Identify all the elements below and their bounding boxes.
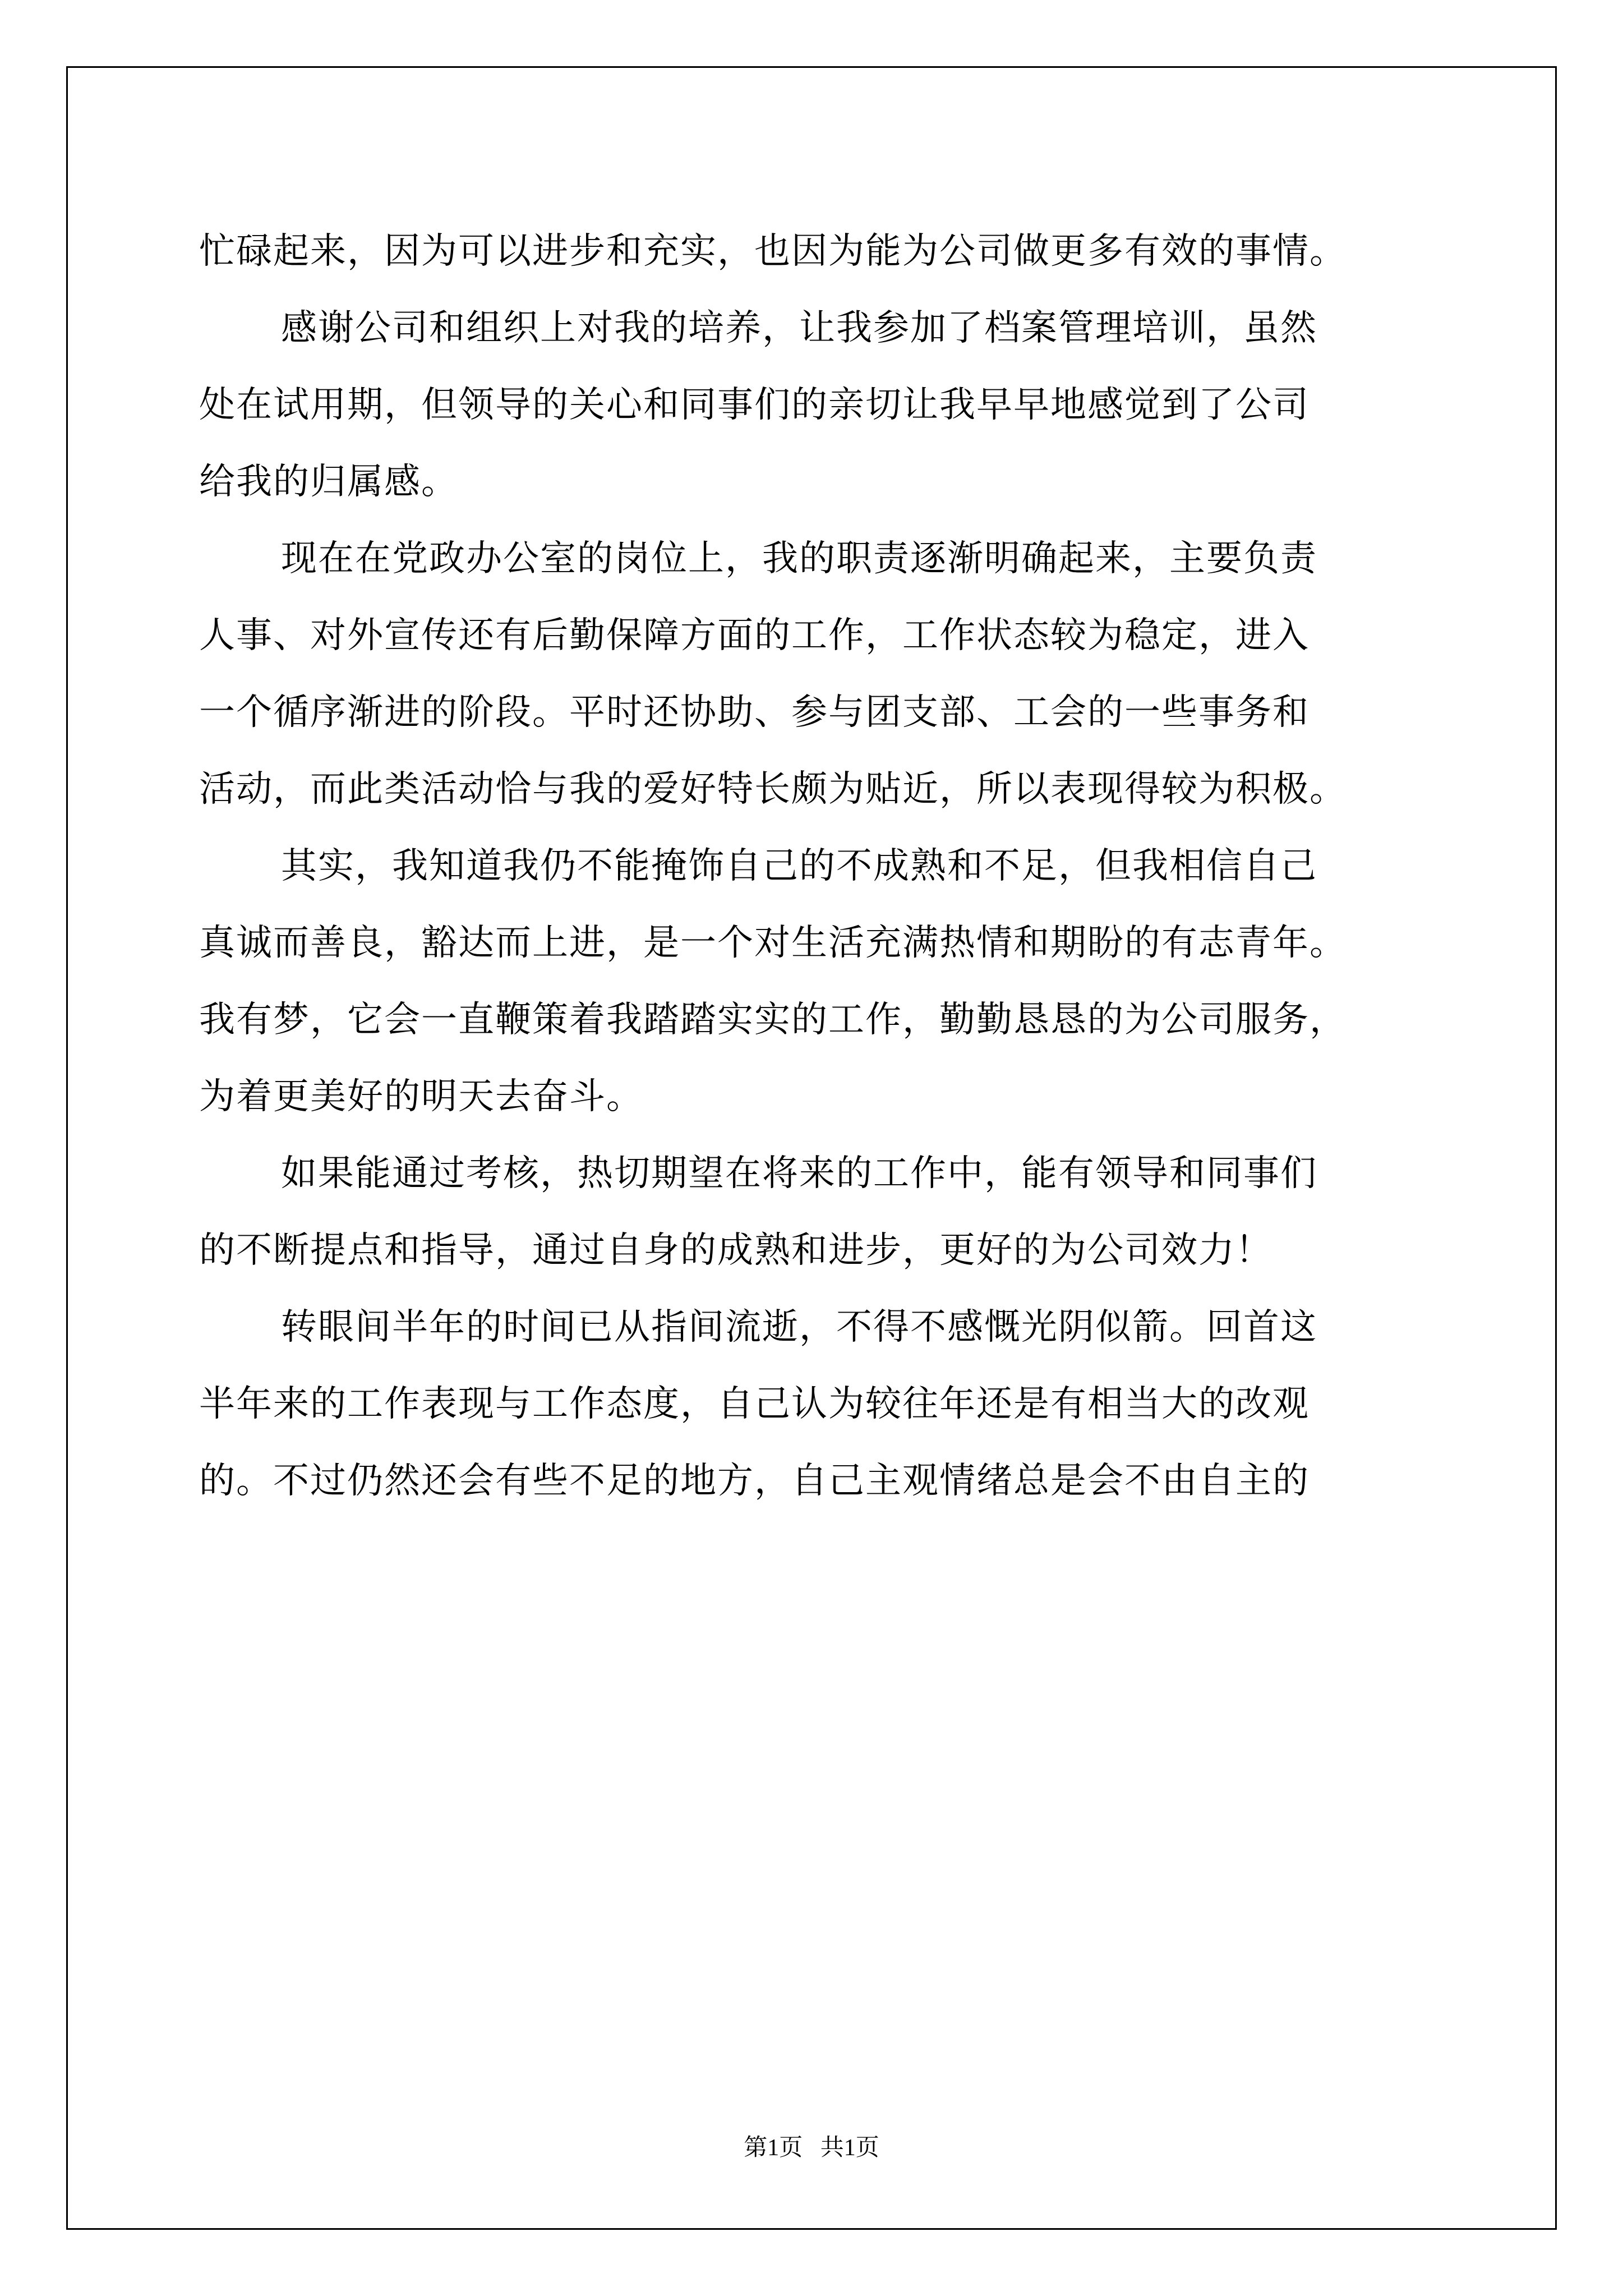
- text-line: 为着更美好的明天去奋斗。: [199, 1076, 643, 1117]
- paragraph-first-line: 如果能通过考核，热切期望在将来的工作中，能有领导和同事们: [281, 1153, 1317, 1194]
- text-line: 忙碌起来，因为可以进步和充实，也因为能为公司做更多有效的事情。: [199, 231, 1347, 272]
- document-body: [199, 213, 1427, 1520]
- text-line: 的。不过仍然还会有些不足的地方，自己主观情绪总是会不由自主的: [199, 1460, 1310, 1502]
- text-line: 给我的归属感。: [199, 461, 458, 503]
- text-line: 我有梦，它会一直鞭策着我踏踏实实的工作，勤勤恳恳的为公司服务，: [199, 999, 1347, 1041]
- paragraph-first-line: 感谢公司和组织上对我的培养，让我参加了档案管理培训，虽然: [281, 307, 1317, 349]
- page-number-footer: 第1页 共1页: [744, 2135, 879, 2161]
- text-line: 人事、对外宣传还有后勤保障方面的工作，工作状态较为稳定，进入: [199, 615, 1310, 656]
- paragraph-first-line: 转眼间半年的时间已从指间流逝，不得不感慨光阴似箭。回首这: [281, 1306, 1317, 1348]
- text-line: 处在试用期，但领导的关心和同事们的亲切让我早早地感觉到了公司: [199, 384, 1310, 426]
- text-line: 活动，而此类活动恰与我的爱好特长颇为贴近，所以表现得较为积极。: [199, 769, 1347, 810]
- paragraph-first-line: 其实，我知道我仍不能掩饰自己的不成熟和不足，但我相信自己: [281, 845, 1317, 887]
- text-line: 的不断提点和指导，通过自身的成熟和进步，更好的为公司效力！: [199, 1230, 1272, 1271]
- text-line: 半年来的工作表现与工作态度，自己认为较往年还是有相当大的改观: [199, 1383, 1310, 1425]
- text-line: 真诚而善良，豁达而上进，是一个对生活充满热情和期盼的有志青年。: [199, 922, 1347, 964]
- paragraph-first-line: 现在在党政办公室的岗位上，我的职责逐渐明确起来，主要负责: [281, 538, 1317, 579]
- text-line: 一个循序渐进的阶段。平时还协助、参与团支部、工会的一些事务和: [199, 692, 1310, 733]
